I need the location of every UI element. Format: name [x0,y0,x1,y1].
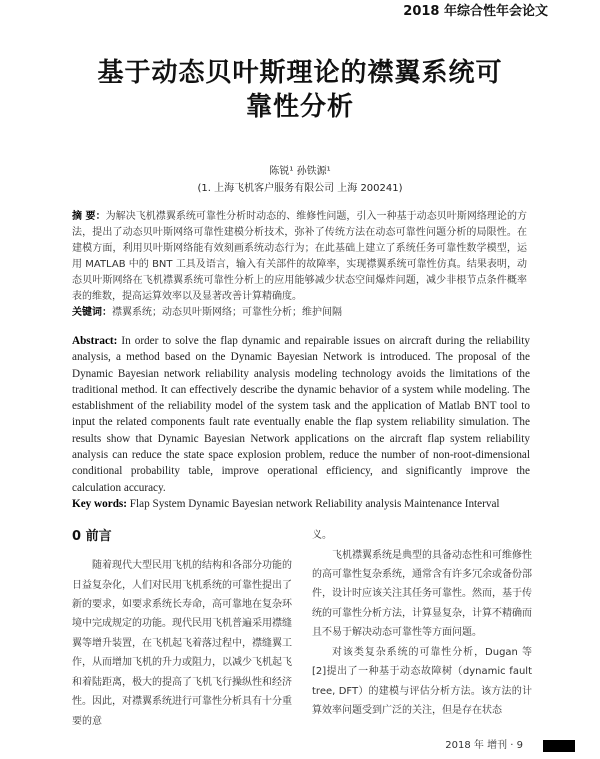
english-abstract [72,333,530,512]
page-tab-marker [543,740,575,752]
keywords-en-text: Flap System Dynamic Bayesian network Reliability analysis Maintenance Interval [129,497,500,510]
paragraph: 飞机襟翼系统是典型的具备动态性和可维修性的高可靠性复杂系统，通常含有许多冗余或备份部件，设计时应该关注其任务可靠性。然而，基于传统的可靠性分析方法，计算显复杂，计算不精确而且不易于解决动态可靠性等方面问题。 [312,549,532,639]
page-footer: 2018 年 增刊 · 9 [445,739,523,751]
left-column [72,526,292,731]
abstract-en-label: Abstract: [72,335,118,347]
paragraph: 随着现代大型民用飞机的结构和各部分功能的日益复杂化，人们对民用飞机系统的可靠性提出了新的要求，如要求系统长寿命，高可靠地在复杂环境中完成规定的功能。现代民用飞机普遍采用襟缝翼等增升装置，在飞机起飞着落过程中，襟缝翼工作，从而增加飞机的升力或阻力，以减少飞机起飞和着陆距离，极大的提高了飞机飞行操纵性和经济性。因此，对襟翼系统进行可靠性分析具有十分重要的意 [72,560,292,727]
affiliation: (1. 上海飞机客户服务有限公司 上海 200241) [197,183,403,194]
paper-title-line-1: 基于动态贝叶斯理论的襟翼系统可 [97,58,503,88]
abstract-text: 为解决飞机襟翼系统可靠性分析时动态的、维修性问题，引入一种基于动态贝叶斯网络理论的方法，提出了动态贝叶斯网络可靠性建模分析技术，弥补了传统方法在动态可靠性问题分析的局限性。在建模方面，利用贝叶斯网络能有效刻画系统动态行为；在此基础上建立了系统任务可靠性数学模型，运用 MATLAB 中的 BNT 工具及语言，输入有关部件的故障率，实现襟翼系统可靠性仿真。结果表明，动态贝叶斯网络在飞机襟翼系统可靠性分析上的应用能够减少状态空间爆炸问题，减少非根节点条件概率表的维数，提高运算效率以及显著改善计算精确度。 [72,211,528,302]
abstract-label: 摘 要： [72,211,106,222]
running-header: 2018 年综合性年会论文 [403,4,548,19]
body-columns [72,526,532,731]
keywords-label: 关键词： [72,307,112,318]
footer-row [0,739,575,753]
paper-title-line-2: 靠性分析 [245,92,354,122]
abstract-en-text: In order to solve the flap dynamic and repairable issues on aircraft during the reliability analysis, a method based on the Dynamic Bayesian Network is introduced. The proposal of the Dynamic Bayesian network reliability analysis modeling technology avoids the limitations of the traditional method. It can effectively describe the dynamic behavior of a system while modeling. The establishment of the reliability model of the system task and the application of Matlab BNT tool to input the related components fault rate eventually enable the flap system reliability simulation. The results show that Dynamic Bayesian Network applications on the aircraft flap system reliability analysis can reduce the state space explosion problem, reduce the number of non-root-dimensional conditional probability table, improve operational efficiency, and significantly improve the calculation accuracy. [72,335,530,494]
chinese-abstract [72,209,527,321]
section-heading: 0 前言 [72,529,112,545]
right-column [312,526,532,731]
keywords-text: 襟翼系统；动态贝叶斯网络；可靠性分析；维护间隔 [112,307,342,318]
paragraph: 对该类复杂系统的可靠性分析，Dugan 等[2]提出了一种基于动态故障树（dynamic fault tree, DFT）的建模与评估分析方法。该方法的计算效率问题受到广泛的关注，但是存在状态 [312,646,532,716]
paragraph: 义。 [312,530,332,542]
authors: 陈锐¹ 孙铁源¹ [269,166,331,177]
keywords-en-label: Key words: [72,497,127,510]
